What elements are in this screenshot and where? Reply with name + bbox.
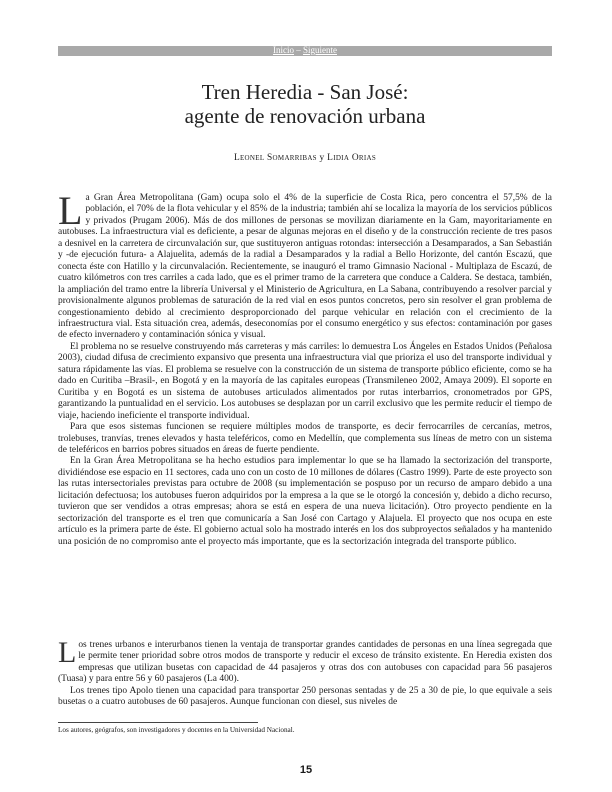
paragraph: Los trenes tipo Apolo tienen una capacidad para transportar 250 personas sentadas y de 25 a 30 de pie, lo que equivale a seis busetas o a cuatro autobuses de 60 pasajeros. Aunque funcionan con diesel, sus niveles de: [58, 685, 552, 708]
paragraph: El problema no se resuelve construyendo más carreteras y más carriles: lo demuestra Los Ángeles en Estados Unidos (Peñalosa 2003), ciudad difusa de crecimiento expansivo que presenta una infraestructura vial que prioriza el uso del transporte individual y satura rápidamente las vías. El problema se resuelve con la construcción de un sistema de transporte público eficiente, como se ha dado en Curitiba –Brasil-, en Bogotá y en la mayoría de las capitales europeas (Transmileneo 2002, Amaya 2009). El soporte en Curitiba y en Bogotá es un sistema de autobuses articulados alimentados por rutas interbarrios, cronometrados por GPS, garantizando la puntualidad en el servicio. Los autobuses se desplazan por un carril exclusivo que les permite reducir el tiempo de viaje, haciendo ineficiente el transporte individual.: [58, 341, 552, 421]
paragraph-text: a Gran Área Metropolitana (Gam) ocupa solo el 4% de la superficie de Costa Rica, pero concentra el 57,5% de la población, el 70% de la flota vehicular y el 85% de la industria; también ahí se localiza la mayoría de los servicios públicos y privados (Prugam 2006). Más de dos millones de personas se movilizan diariamente en la Gam, mayoritariamente en autobuses. La infraestructura vial es deficiente, a pesar de algunas mejoras en el diseño y de la construcción reciente de tres pasos a desnivel en la carretera de circunvalación sur, que sustituyeron antiguas rotondas: intersección a Desamparados, a San Sebastián y -de ejecución futura- a Alajuelita, además de la radial a Desamparados y la radial a Bello Horizonte, del cantón Escazú, que conecta éste con Hatillo y la circunvalación. Recientemente, se inauguró el tramo Gimnasio Nacional - Multiplaza de Escazú, de cuatro kilómetros con tres carriles a cada lado, que es el primer tramo de la carretera que conduce a Caldera. Se destaca, también, la ampliación del tramo entre la librería Universal y el Ministerio de Agricultura, en La Sabana, contribuyendo a resolver parcial y provisionalmente algunos problemas de saturación de la red vial en esos puntos concretos, pero sin resolver el gran problema de congestionamiento debido al crecimiento desproporcionado del parque vehicular en relación con el crecimiento de la infraestructura vial. Esta situación crea, además, deseconomías por el consumo energético y sus efectos: contaminación por gases de efecto invernadero y contaminación sónica y visual.: [58, 193, 552, 341]
navigation-links: [58, 45, 552, 56]
paragraph: En la Gran Área Metropolitana se ha hecho estudios para implementar lo que se ha llamado la sectorización del transporte, dividiéndose ese espacio en 11 sectores, cada uno con un costo de 10 millones de dólares (Castro 1999). Parte de este proyecto son las rutas intersectoriales previstas para octubre de 2008 (su implementación se pospuso por un recurso de amparo debido a una licitación defectuosa; los autobuses fueron adquiridos por la empresa a la que se le otorgó la concesión y, debido a dicho recurso, tuvieron que ser vendidos a otras empresas; ahora se está en espera de una nueva licitación). Otro proyecto pendiente en la sectorización del transporte es el tren que comunicaría a San José con Cartago y Alajuela. El proyecto que nos ocupa en este artículo es la primera parte de éste. El gobierno actual solo ha mostrado interés en los dos subproyectos señalados y ha mantenido una posición de no compromiso ante el proyecto más importante, que es la sectorización integrada del transporte público.: [58, 456, 552, 547]
author-1: Leonel Somarribas: [233, 153, 317, 163]
paragraph: [58, 636, 552, 686]
siguiente-link[interactable]: Siguiente: [303, 45, 337, 55]
paragraph: Para que esos sistemas funcionen se requiere múltiples modos de transporte, es decir ferrocarriles de cercanías, metros, trolebuses, tranvías, trenes elevados y hasta teleféricos, como en Medellín, que complementa sus líneas de metro con un sistema de teleféricos en barrios pobres situados en áreas de fuerte pendiente.: [58, 422, 552, 455]
article-authors: [58, 153, 552, 163]
nav-separator: –: [294, 45, 303, 55]
title-line-1: Tren Heredia - San José:: [201, 80, 409, 104]
navigation-bar: [58, 46, 552, 56]
section-1: [58, 188, 552, 548]
drop-cap: L: [58, 188, 83, 233]
article-title: [58, 80, 552, 128]
inicio-link[interactable]: Inicio: [273, 45, 294, 55]
paragraph: [58, 188, 552, 342]
page-number: 15: [299, 764, 313, 776]
paragraph-text: os trenes urbanos e interurbanos tienen la ventaja de transportar grandes cantidades de personas en una línea segregada que le permite tener prioridad sobre otros modos de transporte y reducir el exceso de tránsito existente. En Heredia existen dos empresas que utilizan busetas con capacidad de 44 pasajeros y otras dos con autobuses con capacidad para 56 pasajeros (Tuasa) y para entre 56 y 60 pasajeros (La 400).: [58, 640, 552, 685]
authors-conjunction: y: [316, 153, 328, 163]
footnote-divider: [58, 722, 258, 723]
title-line-2: agente de renovación urbana: [184, 104, 426, 128]
drop-cap: L: [58, 636, 77, 669]
section-2: [58, 636, 552, 709]
footnote: Los autores, geógrafos, son investigadores y docentes en la Universidad Nacional.: [58, 726, 295, 734]
author-2: Lidia Orias: [327, 153, 377, 163]
